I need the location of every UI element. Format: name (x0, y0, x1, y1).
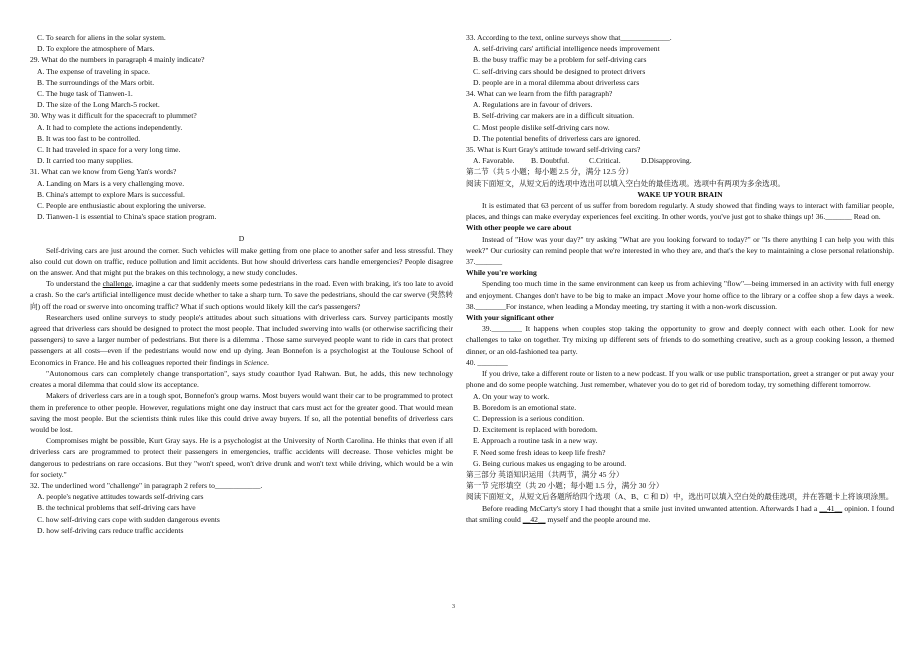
cloze-paragraph-4: 39.________ It happens when couples stop taking the opportunity to grow and deeply connect with each other. Look for new challenges to take on together. Try mixing up different sets of friends to do something creative, such as a group cooking lesson, a themed dinner, or an old-fashioned tea party. (466, 324, 894, 356)
q33-option-a: A. self-driving cars' artificial intelligence needs improvement (473, 44, 660, 54)
p3-text-end: . (267, 357, 269, 367)
choice-a: A. On your way to work. (473, 391, 550, 401)
choice-c: C. Depression is a serious condition. (473, 413, 585, 423)
q32-option-a: A. people's negative attitudes towards self-driving cars (37, 492, 204, 502)
q35-options (466, 155, 894, 166)
q33-option-c: C. self-driving cars should be designed to protect drivers (473, 66, 646, 76)
q35-option-b: B. Doubtful. (531, 156, 570, 166)
subheading-working: While you're working (466, 268, 537, 278)
left-column (30, 32, 453, 536)
journal-name: Science (243, 357, 268, 367)
cloze-text-2: opinion. I found that smiling could (466, 503, 895, 524)
passage-d-paragraph-2 (30, 278, 453, 312)
cloze-story-opening (466, 503, 894, 525)
passage-d-paragraph-3 (30, 312, 453, 368)
q32-option-b: B. the technical problems that self-driving cars have (37, 503, 196, 513)
q30-option-b: B. It was too fast to be controlled. (37, 133, 141, 143)
q29-option-c: C. The huge task of Tianwen-1. (37, 89, 133, 99)
q29-option-b: B. The surroundings of the Mars orbit. (37, 77, 155, 87)
cloze-paragraph-5: If you drive, take a different route or listen to a new podcast. If you walk or use public transportation, greet a stranger or put away your phone and do some people watching. Just remember, whatever you do to get rid of boredom today, try something different tomorrow. (466, 369, 894, 390)
cloze-paragraph-1: It is estimated that 63 percent of us suffer from boredom regularly. A study showed that finding ways to interact with familiar people, places, and things can make everyday experiences feel exciting. In other words, you've just got to shake things up! 36._______ Read on. (466, 201, 894, 222)
q31-option-b: B. China's attempt to explore Mars is successful. (37, 189, 185, 199)
subheading-significant-other: With your significant other (466, 313, 555, 323)
choice-f: F. Need some fresh ideas to keep life fresh? (473, 447, 606, 457)
blank-42: __42__ (522, 514, 546, 524)
p2-text-end: , imagine a car that suddenly meets some pedestrians in the road. Even with braking, it's too late to avoid a crash. So the car's artificial intelligence must decide whether to take a sharp turn. To save the pedestrians, should the car swerve (突然转向) off the road or swerve into oncoming traffic? What if such options would likely kill the car's passengers? (30, 279, 453, 311)
section2-instructions: 阅读下面短文，从短文后的选项中选出可以填入空白处的最佳选项。选项中有两项为多余选项。 (466, 178, 785, 188)
blank-41: __41__ (819, 503, 843, 513)
choice-e: E. Approach a routine task in a new way. (473, 436, 598, 446)
passage-title: WAKE UP YOUR BRAIN (637, 189, 723, 199)
page-number: 3 (452, 604, 455, 610)
q30-option-a: A. It had to complete the actions independently. (37, 122, 183, 132)
choice-d: D. Excitement is replaced with boredom. (473, 425, 598, 435)
q28-option-c: C. To search for aliens in the solar system. (37, 33, 166, 42)
passage-d-paragraph-5: Makers of driverless cars are in a tough spot, Bonnefon's group warns. Most buyers would want their car to be programmed to protect them in preference to other people. However, regulations might one day instruct that cars must act for the greater good. That would mean saving the most people. But the scientists think rules like this could drive away buyers. If so, all the potential benefits of driverless cars would be lost. (30, 391, 453, 434)
underlined-word: challenge (102, 279, 132, 289)
passage-d-paragraph-6: Compromises might be possible, Kurt Gray says. He is a psychologist at the University of North Carolina. He thinks that even if all driverless cars are programmed to protect their passengers in emergencies, traffic accidents will decrease. Those vehicles might be dangerous to pedestrians on rare occasions. But they "won't speed, won't drive drunk and won't text while driving, which would be a win for society." (30, 436, 453, 479)
part3-instructions: 阅读下面短文，从短文后各题所给四个选项（A、B、C 和 D）中，选出可以填入空白处的最佳选项，并在答题卡上将该项涂黑。 (466, 492, 894, 502)
q35-option-c: C.Critical. (589, 156, 621, 166)
q31-option-c: C. People are enthusiastic about exploring the universe. (37, 201, 206, 211)
q32-stem: 32. The underlined word "challenge" in paragraph 2 refers to____________. (30, 480, 263, 490)
q33-stem: 33. According to the text, online surveys show that_____________. (466, 33, 672, 42)
subheading-other-people: With other people we care about (466, 223, 572, 233)
q31-stem: 31. What can we know from Geng Yan's words? (30, 167, 177, 177)
q35-option-d: D.Disapproving. (641, 156, 692, 166)
q35-option-a: A. Favorable. (473, 156, 515, 166)
passage-d-paragraph-4: "Autonomous cars can completely change transportation", says study coauthor Iyad Rahwan. But, he adds, this new technology creates a moral dilemma that could slow its acceptance. (30, 368, 453, 390)
passage-d-paragraph-1: Self-driving cars are just around the corner. Such vehicles will make getting from one place to another safer and less stressful. They also could cut down on traffic, reduce pollution and limit accidents. But how should driverless cars handle emergencies? People disagree on the answer. And that might put the brakes on this technology, a new study concludes. (30, 245, 453, 278)
q31-option-a: A. Landing on Mars is a very challenging move. (37, 178, 185, 188)
part3-section1-header: 第一节 完形填空（共 20 小题；每小题 1.5 分，满分 30 分） (466, 481, 664, 491)
q29-option-d: D. The size of the Long March-5 rocket. (37, 100, 160, 110)
q32-option-c: C. how self-driving cars cope with sudden dangerous events (37, 514, 220, 524)
q29-stem: 29. What do the numbers in paragraph 4 mainly indicate? (30, 55, 205, 65)
cloze-paragraph-2: Instead of "How was your day?" try asking "What are you looking forward to today?" or "Is there anything I can help you with this week?" Our curiosity can remind people that we're interested in who they are, and that's the key to maintaining a close personal relationship. 37._______ (466, 234, 894, 267)
p3-text-start: Researchers used online surveys to study people's attitudes about such situations with driverless cars. Survey participants mostly agreed that driverless cars should be designed to protect the most people. That included swerving into walls (or otherwise sacrificing their passengers) to save a larger number of pedestrians. But there is a dilemma . Those same surveyed people want to ride in cars that protect passengers at all costs—even if the pedestrians would now end up dying. Jean Bonnefon is a psychologist at the Toulouse School of Economics in France. He and his colleagues reported their findings in (30, 312, 453, 367)
choice-b: B. Boredom is an emotional state. (473, 402, 577, 412)
q32-option-d: D. how self-driving cars reduce traffic accidents (37, 525, 184, 535)
part3-header: 第三部分 英语知识运用（共两节，满分 45 分） (466, 469, 624, 479)
q30-stem: 30. Why was it difficult for the spacecraft to plummet? (30, 111, 197, 121)
q28-option-d: D. To explore the atmosphere of Mars. (37, 44, 155, 54)
q30-option-d: D. It carried too many supplies. (37, 156, 133, 166)
q31-option-d: D. Tianwen-1 is essential to China's space station program. (37, 212, 217, 222)
q30-option-c: C. It had traveled in space for a very long time. (37, 145, 181, 155)
blank-40: 40. ________ (466, 357, 508, 367)
q34-stem: 34. What can we learn from the fifth paragraph? (466, 89, 613, 99)
p2-text-start: To understand the (46, 279, 103, 289)
q34-option-b: B. Self-driving car makers are in a difficult situation. (473, 111, 634, 121)
q34-option-d: D. The potential benefits of driverless cars are ignored. (473, 133, 641, 143)
q33-option-d: D. people are in a moral dilemma about driverless cars (473, 77, 640, 87)
choice-g: G. Being curious makes us engaging to be around. (473, 458, 627, 468)
section2-header: 第二节（共 5 小题；每小题 2.5 分，满分 12.5 分） (466, 167, 634, 177)
section-d-label: D (238, 234, 245, 244)
q34-option-a: A. Regulations are in favour of drivers. (473, 100, 593, 110)
cloze-paragraph-3: Spending too much time in the same environment can keep us from achieving "flow"—being immersed in an activity with full energy and enjoyment. Changes don't have to be big to make an impact .Move your home office to the library or a coffee shop a few days a week. 38.________For instance, when leading a Monday meeting, try starting it with a non-work discussion. (466, 279, 894, 311)
q34-option-c: C. Most people dislike self-driving cars now. (473, 122, 610, 132)
q33-option-b: B. the busy traffic may be a problem for self-driving cars (473, 55, 647, 65)
q29-option-a: A. The expense of traveling in space. (37, 66, 150, 76)
q35-stem: 35. What is Kurt Gray's attitude toward self-driving cars? (466, 145, 641, 155)
cloze-text-3: myself and the people around me. (545, 514, 651, 524)
cloze-text-1: Before reading McCarty's story I had thought that a smile just invited unwanted attention. Afterwards I had a (482, 503, 820, 513)
right-column (466, 32, 894, 525)
